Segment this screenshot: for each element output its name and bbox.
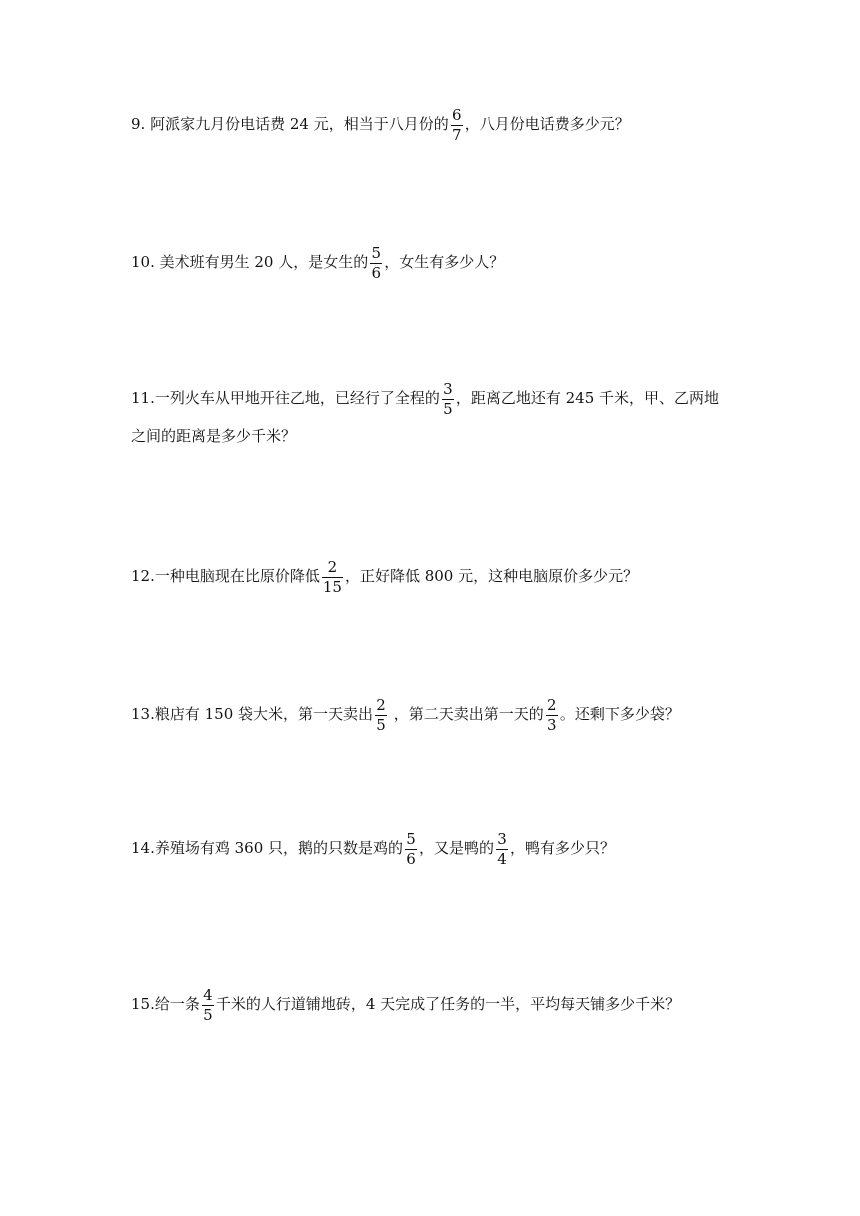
question-text: ，又是鸭的: [419, 839, 495, 857]
question-12: [131, 558, 731, 596]
question-13: [131, 696, 731, 734]
fraction-numerator: 4: [203, 985, 213, 1004]
question-text: ，距离乙地还有 245 千米，甲、乙两地之间的距离是多少千米？: [131, 389, 720, 445]
fraction-numerator: 2: [376, 695, 386, 714]
question-11: [131, 380, 731, 454]
fraction-numerator: 2: [547, 695, 557, 714]
question-15: [131, 986, 731, 1024]
fraction: [202, 987, 214, 1024]
question-text: 9. 阿派家九月份电话费 24 元，相当于八月份的: [131, 115, 449, 133]
question-text: ，正好降低 800 元，这种电脑原价多少元？: [344, 567, 639, 585]
question-text: 11.一列火车从甲地开往乙地，已经行了全程的: [131, 389, 440, 407]
question-14: [131, 830, 731, 868]
fraction-denominator: 3: [547, 715, 557, 734]
fraction-denominator: 5: [376, 715, 386, 734]
fraction-denominator: 5: [443, 399, 453, 418]
fraction-numerator: 3: [443, 379, 453, 398]
question-text: ，鸭有多少只？: [510, 839, 616, 857]
fraction: [375, 697, 387, 734]
question-text: 12.一种电脑现在比原价降低: [131, 567, 320, 585]
fraction-numerator: 5: [371, 243, 382, 262]
fraction-denominator: 15: [322, 577, 342, 596]
question-text: 14.养殖场有鸡 360 只，鹅的只数是鸡的: [131, 839, 404, 857]
fraction-numerator: 5: [406, 829, 416, 848]
fraction: [496, 831, 508, 868]
fraction-denominator: 6: [406, 849, 416, 868]
question-text: 10. 美术班有男生 20 人，是女生的: [131, 253, 369, 271]
fraction-numerator: 6: [451, 105, 462, 124]
fraction: [370, 245, 382, 282]
fraction: [405, 831, 417, 868]
question-text: ，第二天卖出第一天的: [389, 705, 544, 723]
question-text: 千米的人行道铺地砖，4 天完成了任务的一半，平均每天铺多少千米？: [215, 995, 681, 1013]
question-9: [131, 106, 731, 144]
question-text: 。还剩下多少袋？: [559, 705, 680, 723]
question-text: 15.给一条: [131, 995, 200, 1013]
fraction-denominator: 7: [451, 125, 462, 144]
fraction: [322, 559, 343, 596]
fraction-denominator: 4: [497, 849, 507, 868]
fraction: [442, 381, 454, 418]
fraction: [451, 107, 463, 144]
fraction: [546, 697, 558, 734]
question-text: 13.粮店有 150 袋大米，第一天卖出: [131, 705, 374, 723]
fraction-numerator: 2: [327, 557, 338, 576]
question-10: [131, 244, 731, 282]
fraction-denominator: 5: [203, 1005, 213, 1024]
question-text: ，女生有多少人？: [384, 253, 505, 271]
fraction-denominator: 6: [371, 263, 382, 282]
fraction-numerator: 3: [497, 829, 507, 848]
question-text: ，八月份电话费多少元？: [464, 115, 630, 133]
